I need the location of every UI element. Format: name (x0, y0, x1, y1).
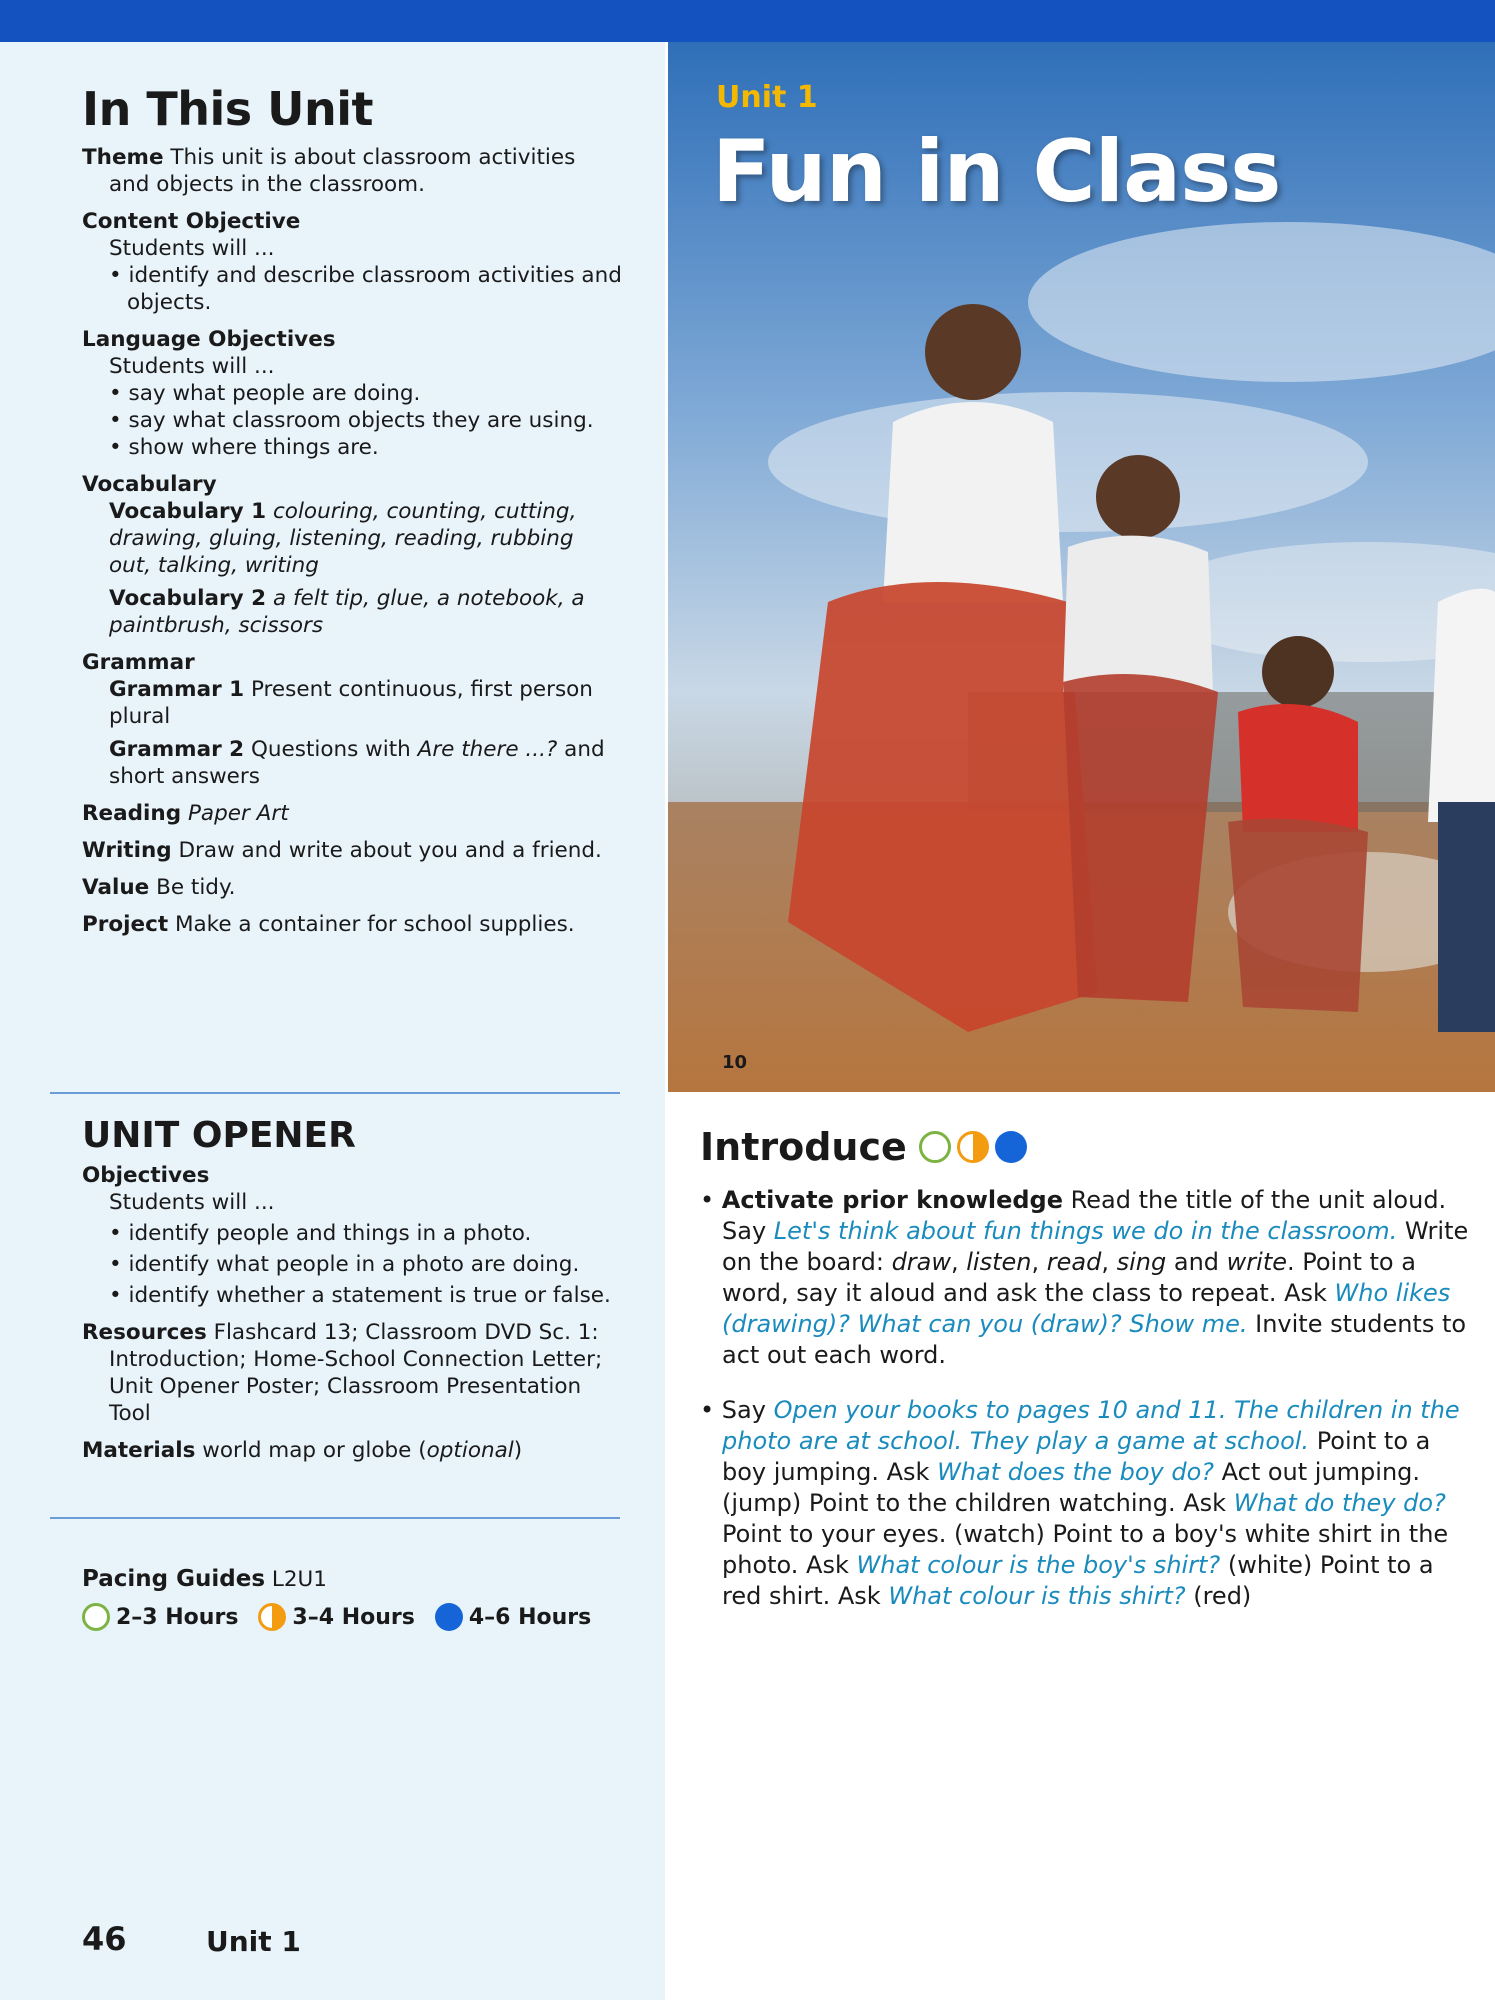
pacing-option-label: 3–4 Hours (292, 1604, 415, 1630)
pacing-option (258, 1603, 414, 1631)
grammar2-text-italic: Are there ...? (417, 737, 558, 762)
writing-text: Draw and write about you and a friend. (178, 838, 602, 863)
reading-line (82, 800, 622, 827)
teacher-prompt: What do they do? (1233, 1489, 1446, 1517)
photo-unit-label: Unit 1 (716, 80, 818, 115)
intro-text: Point to a boy jumping. Ask (722, 1427, 1431, 1486)
pacing-option-label: 2–3 Hours (116, 1604, 239, 1630)
teacher-prompt: What colour is this shirt? (888, 1582, 1186, 1610)
red-sack (1228, 819, 1368, 1012)
materials-label: Materials (82, 1438, 196, 1463)
introduce-heading-row (700, 1125, 1470, 1169)
content-objective-label: Content Objective (82, 209, 301, 234)
teacher-prompt: Open your books to pages 10 and 11. The children in the photo are at school. They play a game at school. (722, 1396, 1460, 1455)
content-students-will: Students will ... (109, 236, 275, 261)
introduce-heading: Introduce (700, 1125, 907, 1169)
blue-circle-icon (435, 1603, 463, 1631)
value-line (82, 874, 622, 901)
page-number: 46 (82, 1920, 127, 1958)
introduce-paragraph-1: • Activate prior knowledge Read the title of the unit aloud. Say Let's think about fun things we do in the classroom. Write on the board: draw, listen, read, sing and write. Point to a word, say it aloud and ask the class to repeat. Ask Who likes (drawing)? What can you (draw)? Show me. Invite students to act out each word. (700, 1186, 1469, 1369)
teacher-prompt: What colour is the boy's shirt? (856, 1551, 1221, 1579)
blue-trousers (1438, 802, 1495, 1032)
teacher-prompt: What does the boy do? (937, 1458, 1214, 1486)
materials-text: world map or globe ( (202, 1438, 427, 1463)
pacing-code: L2U1 (271, 1567, 327, 1592)
intro-text: and (1166, 1248, 1227, 1276)
content-bullet: • identify and describe classroom activities and objects. (109, 263, 622, 315)
green-circle-icon (82, 1603, 110, 1631)
board-word: listen (966, 1248, 1032, 1276)
cloud (768, 392, 1368, 532)
resources-text: Flashcard 13; Classroom DVD Sc. 1: Introduction; Home-School Connection Letter; Unit Opener Poster; Classroom Presentation Tool (109, 1320, 603, 1426)
pacing-option (82, 1603, 238, 1631)
grammar1-line (82, 676, 622, 730)
vocab1-line (82, 498, 622, 579)
vocab2-text: a felt tip, glue, a notebook, a paintbrush, scissors (109, 586, 585, 638)
intro-text: Act out jumping. (jump) Point to the children watching. Ask (722, 1458, 1421, 1517)
value-label: Value (82, 875, 150, 900)
pacing-label: Pacing Guides (82, 1566, 266, 1592)
intro-text: Invite students to act out each word. (722, 1310, 1467, 1369)
materials-end: ) (513, 1438, 523, 1463)
grammar2-label: Grammar 2 (109, 737, 245, 762)
introduce-paragraph-2: • Say Open your books to pages 10 and 11. The children in the photo are at school. They play a game at school. Point to a boy jumping. Ask What does the boy do? Act out jumping. (jump) Point to the children watching. Ask What do they do? Point to your eyes. (watch) Point to a boy's white shirt in the photo. Ask What colour is the boy's shirt? (white) Point to a red shirt. Ask What colour is this shirt? (red) (700, 1396, 1460, 1610)
value-text: Be tidy. (156, 875, 236, 900)
grammar2-text-b: and short answers (109, 737, 605, 789)
half-orange-circle-icon (957, 1131, 989, 1163)
photo-page-number: 10 (722, 1052, 748, 1073)
project-label: Project (82, 912, 169, 937)
white-shirt (883, 402, 1063, 602)
vocab1-text: colouring, counting, cutting, drawing, gluing, listening, reading, rubbing out, talking, writing (109, 499, 577, 578)
board-word: sing (1116, 1248, 1167, 1276)
teacher-prompt: Let's think about fun things we do in the classroom. (773, 1217, 1398, 1245)
writing-label: Writing (82, 838, 172, 863)
opener-students-will: Students will ... (109, 1190, 275, 1215)
unit-opener-heading: UNIT OPENER (82, 1115, 356, 1156)
pacing-line (82, 1566, 622, 1593)
footer-unit-label: Unit 1 (206, 1925, 301, 1958)
opener-bullet: • identify whether a statement is true or false. (109, 1283, 611, 1308)
materials-optional: optional (426, 1438, 514, 1463)
intro-text: , (1101, 1248, 1117, 1276)
resources-label: Resources (82, 1320, 207, 1345)
intro-text: Point to your eyes. (watch) Point to a boy's white shirt in the photo. Ask (722, 1520, 1449, 1579)
introduce-section (700, 1125, 1470, 1612)
resources-line (82, 1319, 622, 1427)
pacing-option (435, 1603, 591, 1631)
pacing-section (82, 1566, 622, 1631)
section-divider (50, 1517, 620, 1519)
half-orange-circle-icon (258, 1603, 286, 1631)
grammar1-label: Grammar 1 (109, 677, 245, 702)
unit-opener-section (82, 1115, 622, 1464)
grammar2-text-a: Questions with (250, 737, 418, 762)
white-shirt (1428, 589, 1495, 822)
theme-line (82, 144, 622, 198)
blue-circle-icon (995, 1131, 1027, 1163)
intro-text: , (951, 1248, 967, 1276)
theme-label: Theme (82, 145, 164, 170)
board-word: read (1046, 1248, 1102, 1276)
grammar-label: Grammar (82, 650, 195, 675)
vocab1-label: Vocabulary 1 (109, 499, 267, 524)
theme-text: This unit is about classroom activities and objects in the classroom. (109, 145, 576, 197)
intro-text: (white) Point to a red shirt. Ask (722, 1551, 1434, 1610)
language-bullet: • show where things are. (109, 435, 379, 460)
vocabulary-label: Vocabulary (82, 472, 217, 497)
language-bullet: • say what classroom objects they are using. (109, 408, 594, 433)
boy-head (925, 304, 1021, 400)
top-color-bar (0, 0, 1495, 42)
activate-label: Activate prior knowledge (721, 1186, 1064, 1214)
in-this-unit-heading: In This Unit (82, 82, 374, 136)
project-text: Make a container for school supplies. (174, 912, 575, 937)
intro-text: (red) (1185, 1582, 1252, 1610)
objectives-label: Objectives (82, 1163, 210, 1188)
teacher-prompt: Who likes (drawing)? What can you (draw)? Show me. (722, 1279, 1451, 1338)
in-this-unit-section (82, 82, 622, 938)
intro-text: Read the title of the unit aloud. Say (722, 1186, 1447, 1245)
pacing-options (82, 1603, 622, 1631)
red-shirt (1238, 704, 1358, 832)
white-shirt (1063, 536, 1213, 692)
unit-photo (668, 42, 1495, 1092)
opener-bullet: • identify what people in a photo are doing. (109, 1252, 580, 1277)
intro-text: Say (721, 1396, 774, 1424)
grammar2-line (82, 736, 622, 790)
green-circle-icon (919, 1131, 951, 1163)
language-students-will: Students will ... (109, 354, 275, 379)
board-word: draw (891, 1248, 951, 1276)
reading-text: Paper Art (187, 801, 289, 826)
language-bullet: • say what people are doing. (109, 381, 421, 406)
grammar1-text: Present continuous, first person plural (109, 677, 593, 729)
vocab2-label: Vocabulary 2 (109, 586, 267, 611)
board-word: write (1226, 1248, 1287, 1276)
opener-bullet: • identify people and things in a photo. (109, 1221, 532, 1246)
boy-head (1096, 455, 1180, 539)
pacing-option-label: 4–6 Hours (468, 1604, 592, 1630)
vocab2-line (82, 585, 622, 639)
boy-head (1262, 636, 1334, 708)
materials-line (82, 1437, 622, 1464)
project-line (82, 911, 622, 938)
intro-text: Write on the board: (722, 1217, 1469, 1276)
writing-line (82, 837, 622, 864)
section-divider (50, 1092, 620, 1094)
language-objectives-label: Language Objectives (82, 327, 336, 352)
intro-text: . Point to a word, say it aloud and ask the class to repeat. Ask (722, 1248, 1416, 1307)
intro-text: , (1031, 1248, 1047, 1276)
unit-title: Fun in Class (712, 122, 1281, 222)
reading-label: Reading (82, 801, 182, 826)
